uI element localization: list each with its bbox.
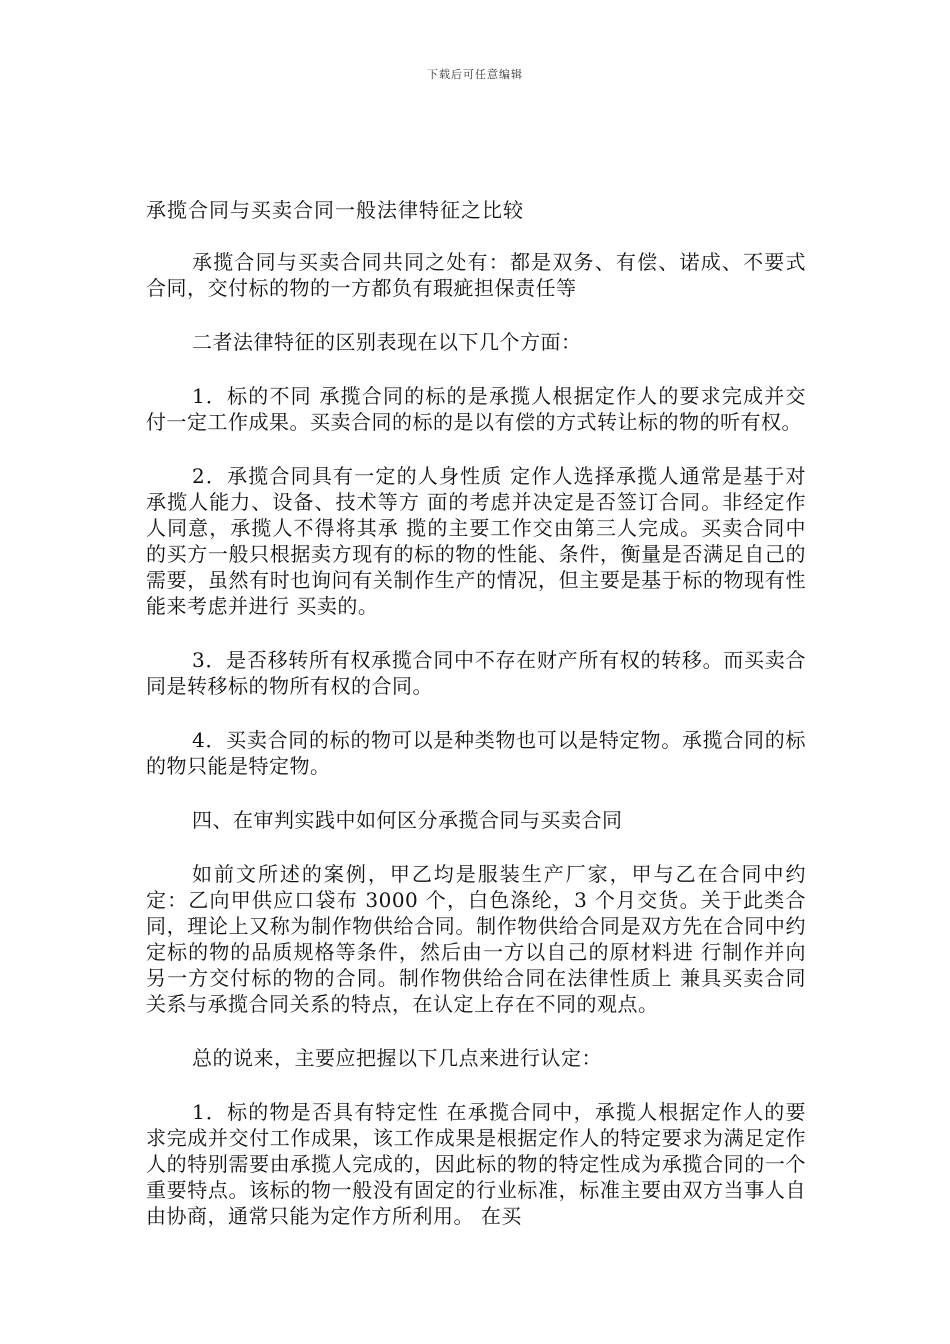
paragraph-point-3-ownership: 3．是否移转所有权承揽合同中不存在财产所有权的转移。而买卖合同是转移标的物所有权的合同。 [146,648,806,698]
paragraph-point-4-specific-goods: 4．买卖合同的标的物可以是种类物也可以是特定物。承揽合同的标的物只能是特定物。 [146,728,806,778]
paragraph-criterion-1: 1．标的物是否具有特定性 在承揽合同中，承揽人根据定作人的要求完成并交付工作成果，该工作成果是根据定作人的特定要求为满足定作人的特别需要由承揽人完成的，因此标的物的特定性成为承揽合同的一个重要特点。该标的物一般没有固定的行业标准，标准主要由双方当事人自由协商，通常只能为定作方所利用。 在买 [146,1100,806,1228]
paragraph-differences-intro: 二者法律特征的区别表现在以下几个方面： [192,330,582,354]
paragraph-common-features: 承揽合同与买卖合同共同之处有：都是双务、有偿、诺成、不要式合同，交付标的物的一方都负有瑕疵担保责任等 [146,250,806,300]
paragraph-point-2-personal-nature: 2．承揽合同具有一定的人身性质 定作人选择承揽人通常是基于对承揽人能力、设备、技术等方 面的考虑并决定是否签订合同。非经定作人同意，承揽人不得将其承 揽的主要工作交由第三人完成。买卖合同中的买方一般只根据卖方现有的标的物的性能、条件，衡量是否满足自己的需要，虽然有时也询问有关制作生产的情况，但主要是基于标的物现有性能来考虑并进行 买卖的。 [146,464,806,618]
paragraph-case-example: 如前文所述的案例，甲乙均是服装生产厂家，甲与乙在合同中约定：乙向甲供应口袋布 3000 个，白色涤纶，3 个月交货。关于此类合同，理论上又称为制作物供给合同。制作物供给合同是双方先在合同中约定标的物的品质规格等条件，然后由一方以自己的原材料进 行制作并向另一方交付标的物的合同。制作物供给合同在法律性质上 兼具买卖合同关系与承揽合同关系的特点，在认定上存在不同的观点。 [146,862,806,1016]
paragraph-point-1-subject: 1．标的不同 承揽合同的标的是承揽人根据定作人的要求完成并交付一定工作成果。买卖合同的标的是以有偿的方式转让标的物的听有权。 [146,384,806,434]
paragraph-summary-intro: 总的说来，主要应把握以下几点来进行认定： [192,1046,602,1070]
document-title: 承揽合同与买卖合同一般法律特征之比较 [146,198,524,222]
page-header-note: 下载后可任意编辑 [427,68,523,81]
document-body [146,197,806,1229]
section-heading-4: 四、在审判实践中如何区分承揽合同与买卖合同 [192,808,623,832]
